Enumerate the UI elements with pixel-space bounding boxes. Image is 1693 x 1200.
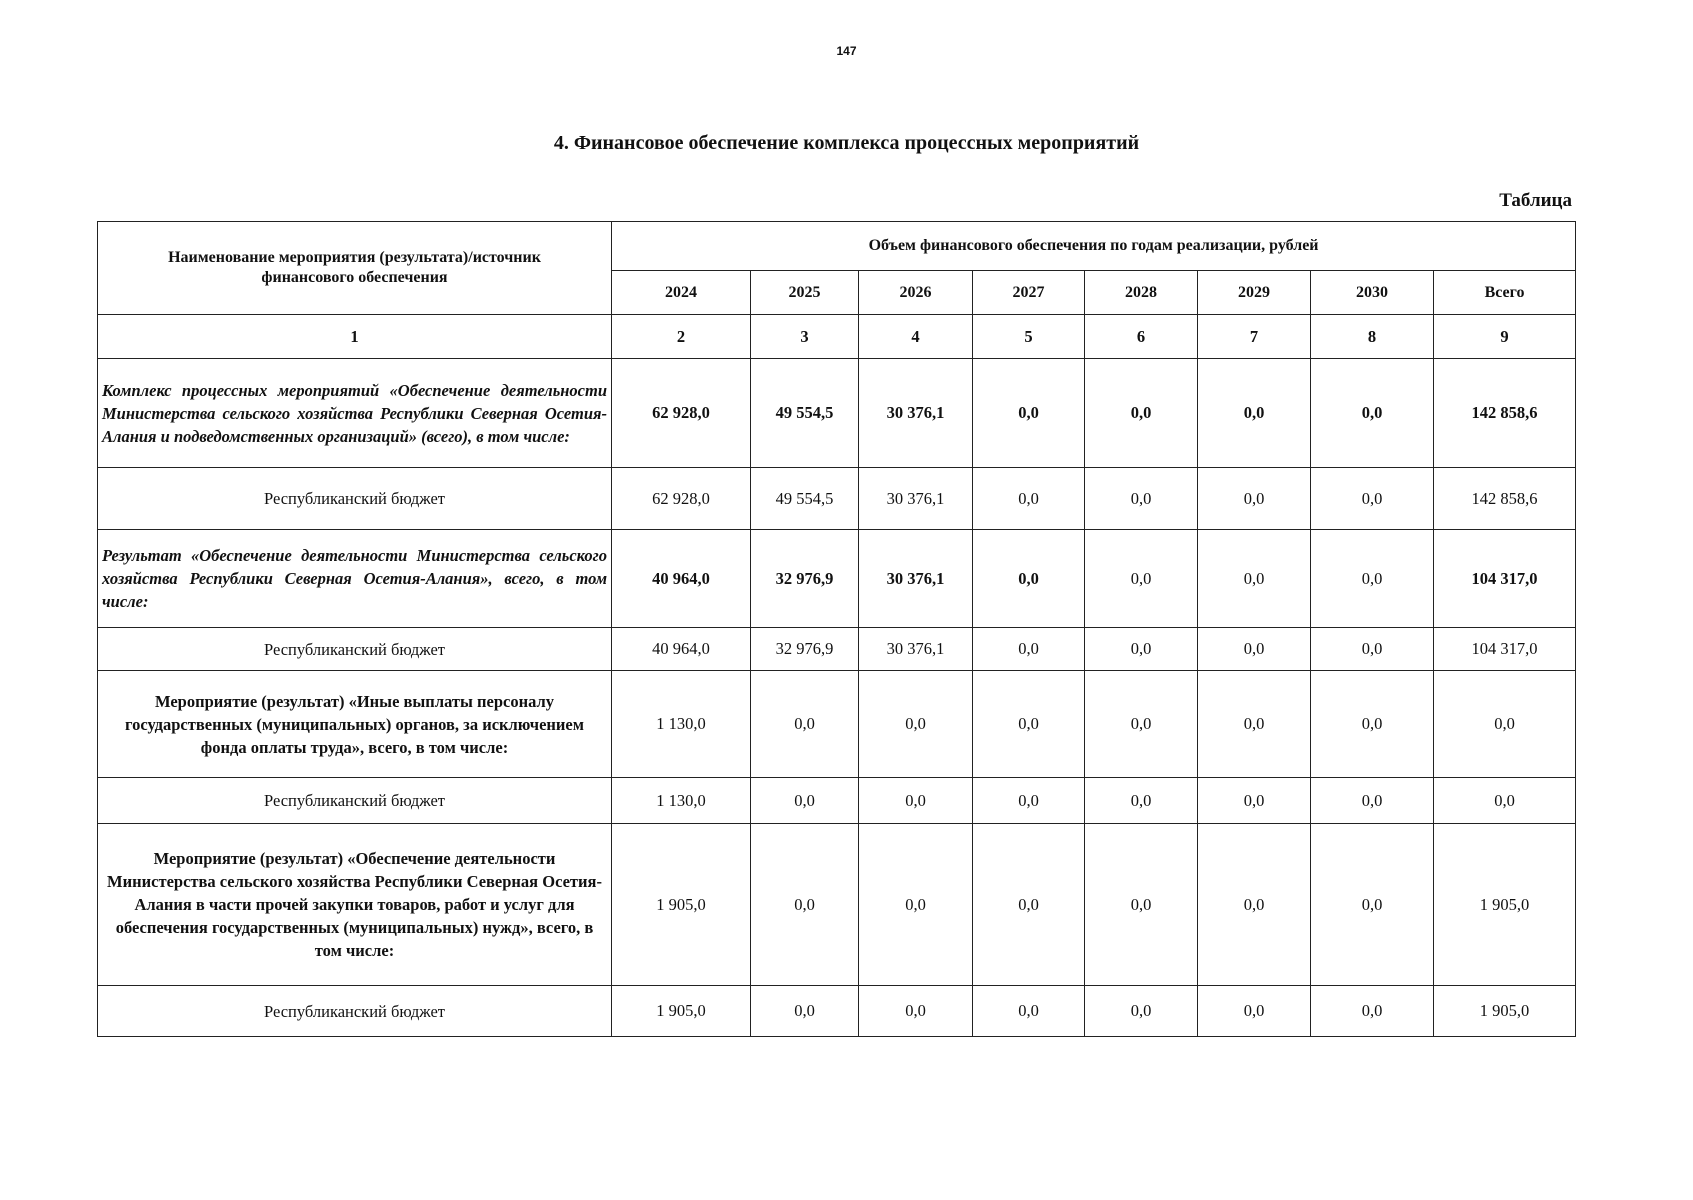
cell-value: 0,0 <box>973 671 1085 778</box>
cell-value: 0,0 <box>1434 778 1576 824</box>
table-row <box>98 468 1576 530</box>
table-row <box>98 824 1576 986</box>
page-number: 147 <box>836 44 857 58</box>
column-number: 8 <box>1311 315 1434 359</box>
cell-value: 0,0 <box>1311 468 1434 530</box>
cell-value: 0,0 <box>859 671 973 778</box>
cell-value: 0,0 <box>1085 986 1198 1037</box>
row-name: Мероприятие (результат) «Иные выплаты персоналу государственных (муниципальных) органов, за исключением фонда оплаты труда», всего, в том числе: <box>98 671 612 778</box>
section-title: 4. Финансовое обеспечение комплекса процессных мероприятий <box>553 132 1140 154</box>
header-volume: Объем финансового обеспечения по годам реализации, рублей <box>612 222 1576 271</box>
column-number: 6 <box>1085 315 1198 359</box>
header-name: Наименование мероприятия (результата)/источник финансового обеспечения <box>98 222 612 315</box>
row-name: Республиканский бюджет <box>98 986 612 1037</box>
header-year: 2024 <box>612 271 751 315</box>
column-number-row <box>98 315 1576 359</box>
cell-value: 30 376,1 <box>859 468 973 530</box>
cell-value: 0,0 <box>751 671 859 778</box>
column-number: 5 <box>973 315 1085 359</box>
cell-value: 0,0 <box>1198 628 1311 671</box>
cell-value: 0,0 <box>1085 824 1198 986</box>
cell-value: 1 130,0 <box>612 778 751 824</box>
header-year: 2026 <box>859 271 973 315</box>
cell-value: 0,0 <box>1198 778 1311 824</box>
cell-value: 0,0 <box>973 986 1085 1037</box>
cell-value: 30 376,1 <box>859 359 973 468</box>
cell-value: 0,0 <box>1311 530 1434 628</box>
cell-value: 0,0 <box>1311 671 1434 778</box>
header-total: Всего <box>1434 271 1576 315</box>
cell-value: 0,0 <box>751 986 859 1037</box>
cell-value: 32 976,9 <box>751 530 859 628</box>
cell-value: 142 858,6 <box>1434 468 1576 530</box>
cell-value: 0,0 <box>859 778 973 824</box>
table-row <box>98 628 1576 671</box>
column-number: 1 <box>98 315 612 359</box>
cell-value: 1 905,0 <box>1434 986 1576 1037</box>
table-row <box>98 530 1576 628</box>
cell-value: 0,0 <box>751 824 859 986</box>
row-name: Комплекс процессных мероприятий «Обеспечение деятельности Министерства сельского хозяйства Республики Северная Осетия-Алания и подведомственных организаций» (всего), в том числе: <box>98 359 612 468</box>
table-row <box>98 986 1576 1037</box>
cell-value: 1 905,0 <box>612 824 751 986</box>
cell-value: 0,0 <box>1085 778 1198 824</box>
table-label: Таблица <box>1499 190 1572 211</box>
column-number: 9 <box>1434 315 1576 359</box>
cell-value: 104 317,0 <box>1434 628 1576 671</box>
cell-value: 0,0 <box>973 824 1085 986</box>
cell-value: 0,0 <box>1434 671 1576 778</box>
cell-value: 1 905,0 <box>1434 824 1576 986</box>
header-year: 2030 <box>1311 271 1434 315</box>
header-year: 2027 <box>973 271 1085 315</box>
cell-value: 0,0 <box>1311 359 1434 468</box>
column-number: 3 <box>751 315 859 359</box>
cell-value: 0,0 <box>1311 778 1434 824</box>
cell-value: 40 964,0 <box>612 530 751 628</box>
row-name: Республиканский бюджет <box>98 468 612 530</box>
cell-value: 0,0 <box>973 468 1085 530</box>
cell-value: 0,0 <box>1198 824 1311 986</box>
cell-value: 0,0 <box>1085 359 1198 468</box>
cell-value: 30 376,1 <box>859 628 973 671</box>
cell-value: 0,0 <box>973 778 1085 824</box>
cell-value: 0,0 <box>859 986 973 1037</box>
cell-value: 0,0 <box>1198 671 1311 778</box>
cell-value: 0,0 <box>973 628 1085 671</box>
row-name: Результат «Обеспечение деятельности Министерства сельского хозяйства Республики Северная Осетия-Алания», всего, в том числе: <box>98 530 612 628</box>
cell-value: 1 130,0 <box>612 671 751 778</box>
header-year: 2028 <box>1085 271 1198 315</box>
cell-value: 0,0 <box>859 824 973 986</box>
cell-value: 0,0 <box>973 530 1085 628</box>
cell-value: 62 928,0 <box>612 468 751 530</box>
cell-value: 104 317,0 <box>1434 530 1576 628</box>
table-row <box>98 671 1576 778</box>
row-name: Мероприятие (результат) «Обеспечение деятельности Министерства сельского хозяйства Республики Северная Осетия-Алания в части прочей закупки товаров, работ и услуг для обеспечения государственных (муниципальных) нужд», всего, в том числе: <box>98 824 612 986</box>
cell-value: 0,0 <box>1085 530 1198 628</box>
column-number: 2 <box>612 315 751 359</box>
column-number: 4 <box>859 315 973 359</box>
cell-value: 0,0 <box>1198 359 1311 468</box>
cell-value: 0,0 <box>1198 468 1311 530</box>
table-row <box>98 359 1576 468</box>
cell-value: 0,0 <box>751 778 859 824</box>
cell-value: 0,0 <box>1085 468 1198 530</box>
financing-table <box>97 221 1576 1037</box>
table-row <box>98 778 1576 824</box>
cell-value: 0,0 <box>1311 628 1434 671</box>
cell-value: 0,0 <box>973 359 1085 468</box>
cell-value: 30 376,1 <box>859 530 973 628</box>
header-year: 2029 <box>1198 271 1311 315</box>
cell-value: 49 554,5 <box>751 359 859 468</box>
cell-value: 0,0 <box>1085 628 1198 671</box>
cell-value: 40 964,0 <box>612 628 751 671</box>
cell-value: 62 928,0 <box>612 359 751 468</box>
cell-value: 0,0 <box>1311 824 1434 986</box>
cell-value: 0,0 <box>1198 986 1311 1037</box>
cell-value: 142 858,6 <box>1434 359 1576 468</box>
row-name: Республиканский бюджет <box>98 628 612 671</box>
column-number: 7 <box>1198 315 1311 359</box>
header-year: 2025 <box>751 271 859 315</box>
cell-value: 0,0 <box>1311 986 1434 1037</box>
cell-value: 0,0 <box>1085 671 1198 778</box>
cell-value: 1 905,0 <box>612 986 751 1037</box>
cell-value: 49 554,5 <box>751 468 859 530</box>
row-name: Республиканский бюджет <box>98 778 612 824</box>
cell-value: 32 976,9 <box>751 628 859 671</box>
cell-value: 0,0 <box>1198 530 1311 628</box>
